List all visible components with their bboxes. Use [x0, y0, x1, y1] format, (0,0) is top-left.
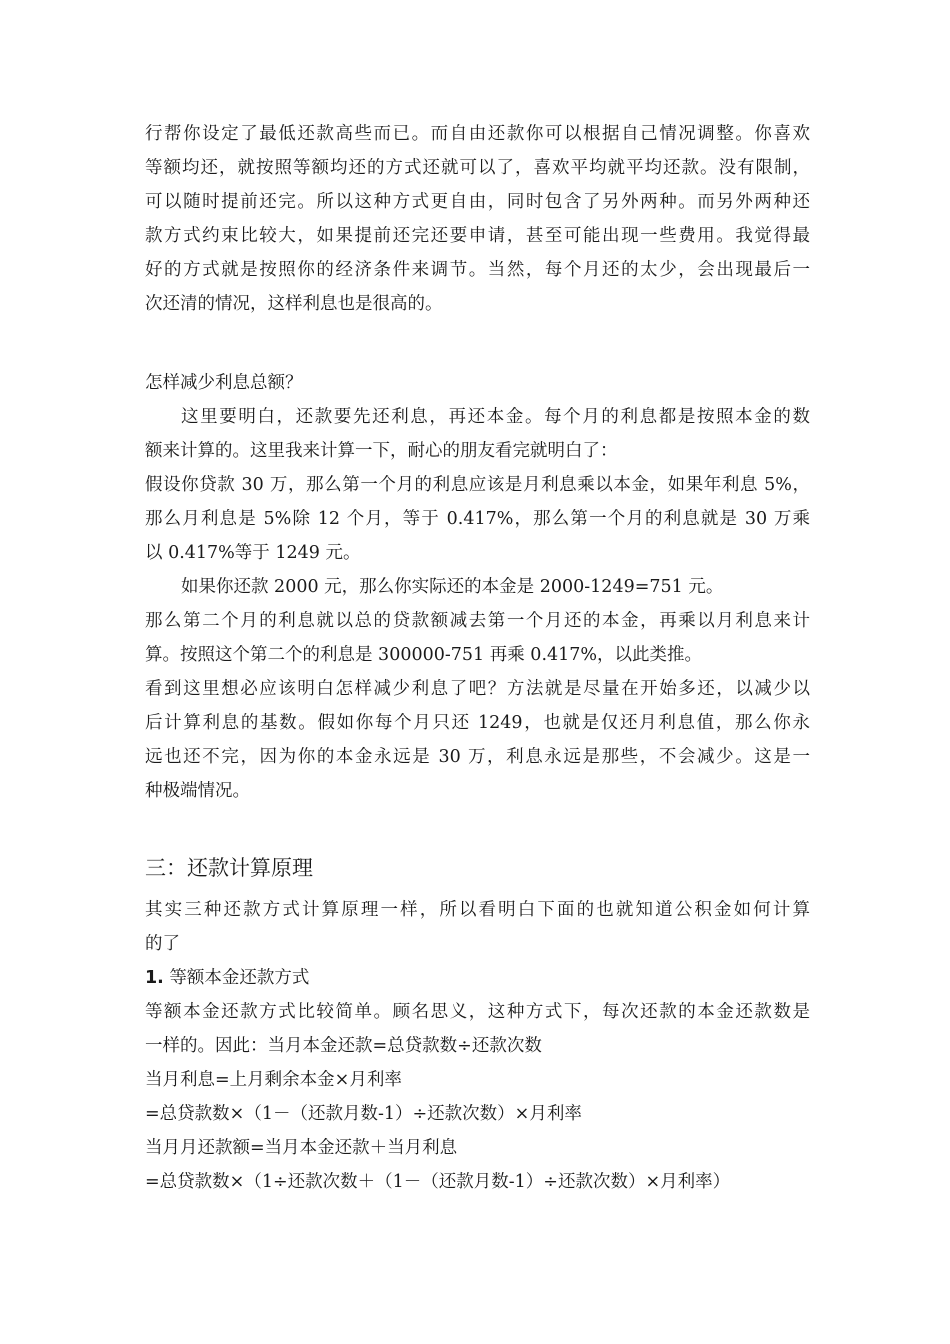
text-line: 假设你贷款 30 万，那么第一个月的利息应该是月利息乘以本金，如果年利息 5%， — [145, 475, 810, 495]
text-line: 以 0.417%等于 1249 元。 — [145, 543, 361, 563]
text-line: 远也还不完，因为你的本金永远是 30 万，利息永远是那些，不会减少。这是一 — [145, 747, 810, 767]
text-line: 那么月利息是 5%除 12 个月，等于 0.417%，那么第一个月的利息就是 30 万乘 — [145, 509, 810, 529]
item-heading — [145, 961, 810, 995]
paragraph-reduce-interest — [145, 400, 810, 808]
text-line: 等额本金还款方式比较简单。顾名思义，这种方式下，每次还款的本金还款数是 — [145, 1002, 810, 1022]
item-number: 1. — [145, 968, 164, 988]
formula-line: 当月月还款额=当月本金还款＋当月利息 — [145, 1138, 458, 1158]
formula-line: =总贷款数×（1－（还款月数-1）÷还款次数）×月利率 — [145, 1104, 582, 1124]
text-line: 后计算利息的基数。假如你每个月只还 1249，也就是仅还月利息值，那么你永 — [145, 713, 810, 733]
item-title: 等额本金还款方式 — [169, 968, 310, 988]
question-title: 怎样减少利息总额？ — [145, 373, 303, 393]
text-line: 看到这里想必应该明白怎样减少利息了吧？方法就是尽量在开始多还，以减少以 — [145, 679, 810, 699]
paragraph-principle — [145, 893, 810, 961]
paragraph-equal-principal — [145, 995, 810, 1199]
item-title-line — [145, 961, 810, 995]
text-line: 次还清的情况，这样利息也是很高的。 — [145, 294, 443, 314]
text-line: 等额均还，就按照等额均还的方式还就可以了，喜欢平均就平均还款。没有限制， — [145, 158, 810, 178]
text-line: 的了 — [145, 934, 180, 954]
text-line: 一样的。因此：当月本金还款=总贷款数÷还款次数 — [145, 1036, 542, 1056]
text-line: 如果你还款 2000 元，那么你实际还的本金是 2000-1249=751 元。 — [181, 577, 724, 597]
text-line: 种极端情况。 — [145, 781, 250, 801]
section-heading: 三：还款计算原理 — [145, 856, 313, 880]
text-line: 款方式约束比较大，如果提前还完还要申请，甚至可能出现一些费用。我觉得最 — [145, 226, 810, 246]
text-line: 这里要明白，还款要先还利息，再还本金。每个月的利息都是按照本金的数 — [181, 407, 810, 427]
text-line: 算。按照这个第二个的利息是 300000-751 再乘 0.417%，以此类推。 — [145, 645, 703, 665]
text-line: 其实三种还款方式计算原理一样，所以看明白下面的也就知道公积金如何计算 — [145, 900, 810, 920]
formula-line: =总贷款数×（1÷还款次数＋（1－（还款月数-1）÷还款次数）×月利率） — [145, 1172, 731, 1192]
text-line: 额来计算的。这里我来计算一下，耐心的朋友看完就明白了： — [145, 441, 618, 461]
text-line: 行帮你设定了最低还款高些而已。而自由还款你可以根据自己情况调整。你喜欢 — [145, 124, 810, 144]
text-line: 好的方式就是按照你的经济条件来调节。当然，每个月还的太少，会出现最后一 — [145, 260, 810, 280]
text-line: 可以随时提前还完。所以这种方式更自由，同时包含了另外两种。而另外两种还 — [145, 192, 810, 212]
text-line: 那么第二个月的利息就以总的贷款额减去第一个月还的本金，再乘以月利息来计 — [145, 611, 810, 631]
paragraph-free-repayment — [145, 117, 810, 321]
formula-line: 当月利息=上月剩余本金×月利率 — [145, 1070, 402, 1090]
question-heading — [145, 366, 810, 400]
